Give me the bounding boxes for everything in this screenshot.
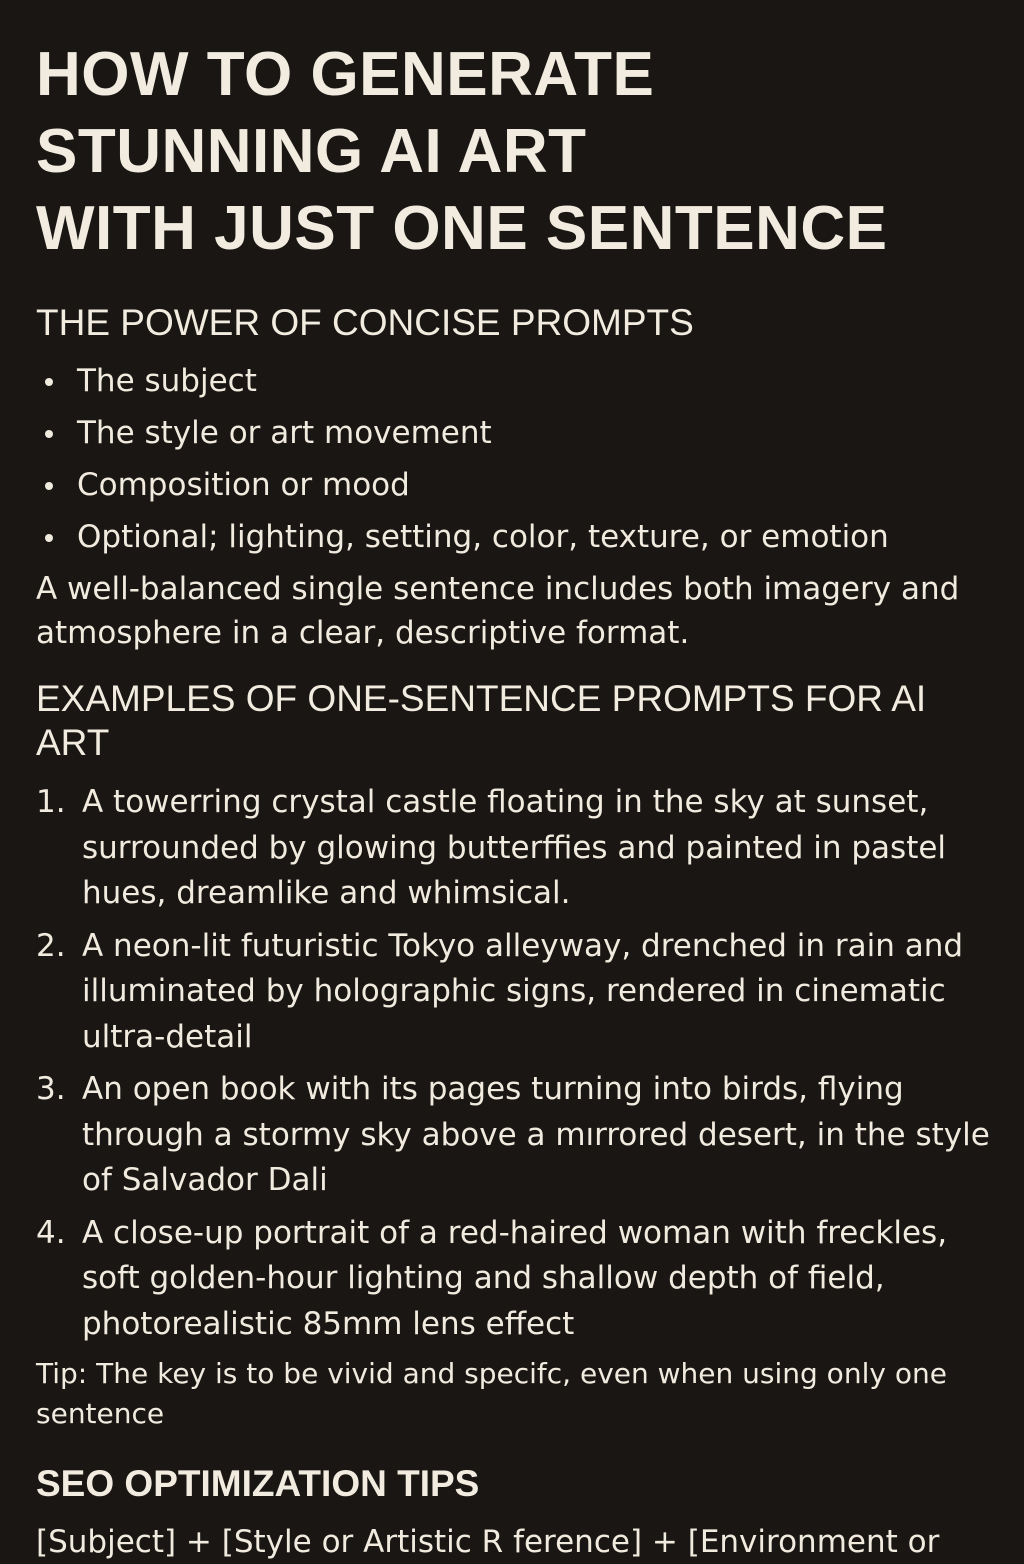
- list-item-text: Optional; lighting, setting, color, texture, or emotion: [77, 519, 889, 555]
- list-item-text: Composition or mood: [77, 467, 410, 503]
- list-item: [36, 355, 1004, 407]
- list-item: [36, 407, 1004, 459]
- example-text: An open book with its pages turning into birds, flying through a stormy sky above a mırrored desert, in the style of Salvador Dali: [82, 1071, 990, 1198]
- bullet-icon: [45, 430, 53, 438]
- section-heading-concise-prompts: THE POWER OF CONCISE PROMPTS: [36, 302, 694, 343]
- example-item: [36, 924, 1004, 1061]
- bullet-icon: [45, 378, 53, 386]
- page-title: [36, 36, 1004, 267]
- example-number: 1.: [36, 784, 66, 820]
- example-number: 2.: [36, 927, 66, 964]
- bullet-icon: [45, 482, 53, 490]
- list-item-text: The subject: [77, 363, 257, 399]
- examples-list: [36, 780, 1004, 1347]
- example-item: [36, 1067, 1004, 1204]
- section-heading-seo: SEO OPTIMIZATION TIPS: [36, 1463, 480, 1504]
- list-item: [36, 459, 1004, 511]
- example-item: [36, 1211, 1004, 1348]
- title-line: WITH JUST ONE SENTENCE: [36, 194, 888, 263]
- title-line: HOW TO GENERATE: [36, 40, 655, 109]
- example-number: 4.: [36, 1214, 66, 1251]
- prompt-formula: [Subject] + [Style or Artistic R ference] + [Environment or: [36, 1524, 940, 1560]
- tip-text: Tip: The key is to be vivid and specifc, even when using only one sentence: [36, 1357, 947, 1430]
- example-text: A neon-lit futuristic Tokyo alleyway, drenched in rain and illuminated by holographic signs, rendered in cinematic ultra-detail: [82, 927, 964, 1055]
- article: [36, 36, 1004, 1564]
- list-item: [36, 511, 1004, 563]
- summary-paragraph: A well-balanced single sentence includes both imagery and atmosphere in a clear, descriptive format.: [36, 571, 960, 651]
- section-heading-examples: EXAMPLES OF ONE-SENTENCE PROMPTS FOR AI ART: [36, 678, 927, 763]
- list-item-text: The style or art movement: [77, 415, 492, 451]
- example-text: A towerring crystal castle floating in the sky at sunset, surrounded by glowing butterffies and painted in pastel hues, dreamlike and whimsical.: [82, 784, 947, 911]
- example-item: [36, 780, 1004, 917]
- title-line: STUNNING AI ART: [36, 117, 587, 186]
- example-number: 3.: [36, 1071, 66, 1107]
- prompt-elements-list: [36, 355, 1004, 563]
- example-text: A close-up portrait of a red-haired woman with freckles, soft golden-hour lighting and shallow depth of field, photorealistic 85mm lens effect: [82, 1214, 948, 1342]
- bullet-icon: [45, 534, 53, 542]
